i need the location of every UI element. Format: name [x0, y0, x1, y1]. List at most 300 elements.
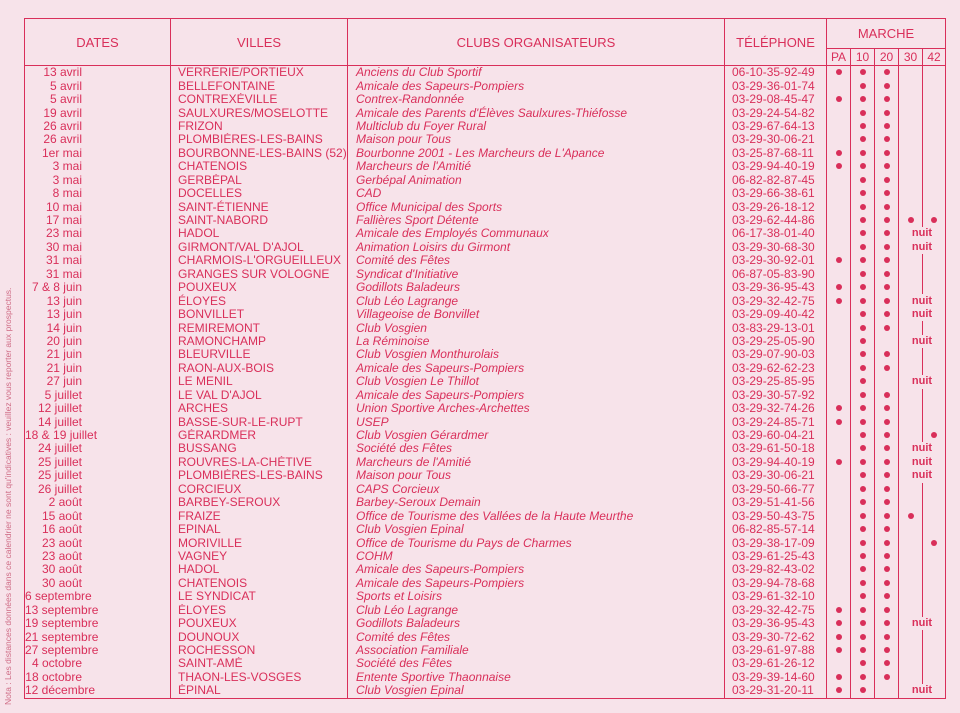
distance-cell-20	[875, 321, 899, 334]
distance-cell-pa	[827, 483, 851, 496]
mark-dot-icon	[884, 526, 890, 532]
row-club: Amicale des Sapeurs-Pompiers	[348, 577, 725, 590]
mark-dot-icon	[860, 432, 866, 438]
mark-dot-icon	[860, 580, 866, 586]
distance-cell-pa	[827, 254, 851, 267]
row-club: Association Familiale	[348, 644, 725, 657]
distance-cell-10	[851, 241, 875, 254]
distance-cell-pa	[827, 604, 851, 617]
row-telephone: 03-29-30-06-21	[725, 469, 827, 482]
row-date: 23 août	[25, 536, 171, 549]
distance-cell-10	[851, 335, 875, 348]
distance-cell-10	[851, 657, 875, 670]
row-telephone: 03-29-82-43-02	[725, 563, 827, 576]
distance-cell-10	[851, 604, 875, 617]
mark-dot-icon	[884, 593, 890, 599]
distance-cell-10	[851, 644, 875, 657]
row-telephone: 03-29-94-40-19	[725, 456, 827, 469]
distance-cell-pa	[827, 174, 851, 187]
distance-cell-30	[899, 281, 923, 294]
row-telephone: 03-29-36-95-43	[725, 281, 827, 294]
distance-cell-pa	[827, 469, 851, 482]
distance-cell-20	[875, 174, 899, 187]
row-telephone: 06-87-05-83-90	[725, 268, 827, 281]
distance-cell-42	[923, 321, 946, 334]
distance-cell-10	[851, 294, 875, 307]
distance-cell-pa	[827, 577, 851, 590]
table-row	[25, 523, 946, 536]
row-telephone: 03-29-32-42-75	[725, 294, 827, 307]
mark-dot-icon	[884, 351, 890, 357]
mark-dot-icon	[860, 674, 866, 680]
distance-cell-30	[899, 321, 923, 334]
distance-cell-pa	[827, 456, 851, 469]
row-telephone: 03-29-67-64-13	[725, 120, 827, 133]
mark-dot-icon	[884, 123, 890, 129]
mark-dot-icon	[860, 257, 866, 263]
table-row	[25, 389, 946, 402]
row-club: Bourbonne 2001 - Les Marcheurs de L'Apance	[348, 147, 725, 160]
distance-cell-pa	[827, 308, 851, 321]
header-dates: DATES	[25, 19, 171, 66]
mark-dot-icon	[884, 325, 890, 331]
row-date: 12 juillet	[25, 402, 171, 415]
mark-dot-icon	[836, 459, 842, 465]
mark-dot-icon	[860, 687, 866, 693]
row-date: 30 août	[25, 577, 171, 590]
row-club: Amicale des Sapeurs-Pompiers	[348, 79, 725, 92]
distance-cell-10	[851, 227, 875, 240]
row-club: Office Municipal des Sports	[348, 200, 725, 213]
header-telephone: TÉLÉPHONE	[725, 19, 827, 66]
row-club: Amicale des Sapeurs-Pompiers	[348, 563, 725, 576]
row-ville: PLOMBIÈRES-LES-BAINS	[171, 469, 348, 482]
row-telephone: 03-29-61-50-18	[725, 442, 827, 455]
header-clubs: CLUBS ORGANISATEURS	[348, 19, 725, 66]
mark-dot-icon	[860, 150, 866, 156]
row-date: 31 mai	[25, 268, 171, 281]
nuit-label: nuit	[899, 241, 946, 254]
distance-cell-pa	[827, 281, 851, 294]
mark-dot-icon	[884, 83, 890, 89]
distance-cell-42	[923, 657, 946, 670]
distance-cell-30	[899, 348, 923, 361]
row-club: Fallières Sport Détente	[348, 214, 725, 227]
row-club: CAD	[348, 187, 725, 200]
distance-cell-30	[899, 106, 923, 119]
row-club: Club Vosgien Le Thillot	[348, 375, 725, 388]
row-club: USEP	[348, 415, 725, 428]
mark-dot-icon	[884, 419, 890, 425]
row-club: Animation Loisirs du Girmont	[348, 241, 725, 254]
row-ville: CHATENOIS	[171, 160, 348, 173]
mark-dot-icon	[884, 486, 890, 492]
row-ville: ROUVRES-LA-CHÉTIVE	[171, 456, 348, 469]
mark-dot-icon	[860, 499, 866, 505]
mark-dot-icon	[860, 177, 866, 183]
mark-dot-icon	[884, 432, 890, 438]
row-telephone: 03-29-30-68-30	[725, 241, 827, 254]
distance-cell-42	[923, 281, 946, 294]
row-ville: FRIZON	[171, 120, 348, 133]
row-date: 7 & 8 juin	[25, 281, 171, 294]
row-telephone: 03-29-61-97-88	[725, 644, 827, 657]
nuit-label: nuit	[899, 375, 946, 388]
mark-dot-icon	[836, 284, 842, 290]
row-club: CAPS Corcieux	[348, 483, 725, 496]
row-club: Villageoise de Bonvillet	[348, 308, 725, 321]
row-club: Club Vosgien Monthurolais	[348, 348, 725, 361]
row-telephone: 03-29-30-57-92	[725, 389, 827, 402]
row-ville: CHATENOIS	[171, 577, 348, 590]
mark-dot-icon	[884, 647, 890, 653]
row-telephone: 03-29-39-14-60	[725, 671, 827, 684]
distance-cell-30	[899, 93, 923, 106]
mark-dot-icon	[860, 486, 866, 492]
distance-cell-30	[899, 362, 923, 375]
distance-cell-42	[923, 604, 946, 617]
mark-dot-icon	[884, 163, 890, 169]
distance-cell-pa	[827, 187, 851, 200]
row-date: 23 août	[25, 550, 171, 563]
row-date: 2 août	[25, 496, 171, 509]
distance-cell-42	[923, 133, 946, 146]
row-date: 5 avril	[25, 93, 171, 106]
distance-cell-10	[851, 133, 875, 146]
table-row	[25, 133, 946, 146]
row-date: 24 juillet	[25, 442, 171, 455]
mark-dot-icon	[860, 163, 866, 169]
distance-cell-10	[851, 308, 875, 321]
mark-dot-icon	[860, 526, 866, 532]
row-ville: SAINT-AMÉ	[171, 657, 348, 670]
mark-dot-icon	[860, 217, 866, 223]
distance-cell-20	[875, 496, 899, 509]
distance-cell-pa	[827, 375, 851, 388]
mark-dot-icon	[836, 620, 842, 626]
row-ville: EPINAL	[171, 523, 348, 536]
distance-cell-pa	[827, 133, 851, 146]
nuit-label: nuit	[899, 308, 946, 321]
header-distance-10: 10	[851, 49, 875, 66]
distance-cell-20	[875, 281, 899, 294]
table-row	[25, 657, 946, 670]
table-row	[25, 630, 946, 643]
distance-cell-42	[923, 147, 946, 160]
row-telephone: 03-29-30-92-01	[725, 254, 827, 267]
row-telephone: 06-82-85-57-14	[725, 523, 827, 536]
distance-cell-42	[923, 644, 946, 657]
row-ville: POUXEUX	[171, 617, 348, 630]
row-date: 10 mai	[25, 200, 171, 213]
distance-cell-42	[923, 348, 946, 361]
distance-cell-30	[899, 200, 923, 213]
mark-dot-icon	[884, 620, 890, 626]
distance-cell-10	[851, 509, 875, 522]
row-ville: DOCELLES	[171, 187, 348, 200]
row-ville: GÉRARDMER	[171, 429, 348, 442]
distance-cell-pa	[827, 106, 851, 119]
mark-dot-icon	[884, 150, 890, 156]
mark-dot-icon	[884, 392, 890, 398]
distance-cell-20	[875, 348, 899, 361]
row-ville: PLOMBIÈRES-LES-BAINS	[171, 133, 348, 146]
table-row	[25, 415, 946, 428]
distance-cell-pa	[827, 536, 851, 549]
row-date: 14 juillet	[25, 415, 171, 428]
distance-cell-20	[875, 147, 899, 160]
mark-dot-icon	[860, 271, 866, 277]
distance-cell-pa	[827, 147, 851, 160]
distance-cell-pa	[827, 200, 851, 213]
distance-cell-pa	[827, 523, 851, 536]
mark-dot-icon	[884, 257, 890, 263]
row-telephone: 03-29-94-40-19	[725, 160, 827, 173]
row-telephone: 03-29-61-26-12	[725, 657, 827, 670]
distance-cell-10	[851, 671, 875, 684]
distance-cell-30	[899, 483, 923, 496]
mark-dot-icon	[884, 271, 890, 277]
distance-cell-10	[851, 630, 875, 643]
table-row	[25, 563, 946, 576]
distance-cell-42	[923, 563, 946, 576]
mark-dot-icon	[836, 419, 842, 425]
distance-cell-30	[899, 509, 923, 522]
table-row	[25, 268, 946, 281]
distance-cell-10	[851, 281, 875, 294]
row-club: Comité des Fêtes	[348, 630, 725, 643]
distance-cell-pa	[827, 294, 851, 307]
mark-dot-icon	[860, 311, 866, 317]
mark-dot-icon	[860, 472, 866, 478]
table-row	[25, 254, 946, 267]
distance-cell-30	[899, 147, 923, 160]
mark-dot-icon	[860, 298, 866, 304]
mark-dot-icon	[836, 405, 842, 411]
row-club: Marcheurs de l'Amitié	[348, 160, 725, 173]
distance-cell-30	[899, 657, 923, 670]
table-row	[25, 241, 946, 254]
distance-cell-30	[899, 429, 923, 442]
row-ville: CORCIEUX	[171, 483, 348, 496]
distance-cell-10	[851, 415, 875, 428]
mark-dot-icon	[884, 674, 890, 680]
row-telephone: 03-29-62-62-23	[725, 362, 827, 375]
row-club: Union Sportive Arches-Archettes	[348, 402, 725, 415]
distance-cell-20	[875, 93, 899, 106]
distance-cell-42	[923, 214, 946, 227]
row-date: 8 mai	[25, 187, 171, 200]
mark-dot-icon	[884, 540, 890, 546]
distance-cell-20	[875, 415, 899, 428]
distance-cell-20	[875, 536, 899, 549]
row-club: Gerbépal Animation	[348, 174, 725, 187]
row-date: 27 juin	[25, 375, 171, 388]
mark-dot-icon	[884, 607, 890, 613]
row-ville: BONVILLET	[171, 308, 348, 321]
distance-cell-20	[875, 389, 899, 402]
mark-dot-icon	[908, 217, 914, 223]
table-row	[25, 120, 946, 133]
mark-dot-icon	[836, 674, 842, 680]
table-row	[25, 402, 946, 415]
mark-dot-icon	[884, 459, 890, 465]
distance-cell-10	[851, 577, 875, 590]
mark-dot-icon	[860, 351, 866, 357]
row-telephone: 03-29-24-85-71	[725, 415, 827, 428]
row-ville: GERBÉPAL	[171, 174, 348, 187]
row-telephone: 03-29-25-05-90	[725, 335, 827, 348]
row-ville: BUSSANG	[171, 442, 348, 455]
mark-dot-icon	[836, 634, 842, 640]
row-ville: DOUNOUX	[171, 630, 348, 643]
row-date: 30 mai	[25, 241, 171, 254]
mark-dot-icon	[884, 513, 890, 519]
distance-cell-20	[875, 523, 899, 536]
row-date: 25 juillet	[25, 469, 171, 482]
distance-cell-30	[899, 671, 923, 684]
distance-cell-10	[851, 66, 875, 80]
row-telephone: 06-17-38-01-40	[725, 227, 827, 240]
row-telephone: 03-29-30-72-62	[725, 630, 827, 643]
distance-cell-pa	[827, 442, 851, 455]
distance-cell-42	[923, 79, 946, 92]
mark-dot-icon	[836, 687, 842, 693]
row-date: 16 août	[25, 523, 171, 536]
mark-dot-icon	[884, 110, 890, 116]
distance-cell-30	[899, 496, 923, 509]
mark-dot-icon	[884, 365, 890, 371]
row-telephone: 03-29-32-74-26	[725, 402, 827, 415]
row-telephone: 03-29-61-25-43	[725, 550, 827, 563]
distance-cell-20	[875, 187, 899, 200]
distance-cell-42	[923, 200, 946, 213]
table-row	[25, 550, 946, 563]
row-club: Syndicat d'Initiative	[348, 268, 725, 281]
row-ville: LE SYNDICAT	[171, 590, 348, 603]
mark-dot-icon	[931, 540, 937, 546]
row-ville: SAINT-ÉTIENNE	[171, 200, 348, 213]
distance-cell-10	[851, 684, 875, 698]
distance-cell-30	[899, 389, 923, 402]
row-telephone: 03-29-07-90-03	[725, 348, 827, 361]
row-ville: BLEURVILLE	[171, 348, 348, 361]
row-telephone: 03-29-50-43-75	[725, 509, 827, 522]
mark-dot-icon	[884, 69, 890, 75]
distance-cell-20	[875, 469, 899, 482]
row-telephone: 03-29-32-42-75	[725, 604, 827, 617]
table-row	[25, 187, 946, 200]
distance-cell-pa	[827, 93, 851, 106]
distance-cell-pa	[827, 214, 851, 227]
row-club: Office de Tourisme des Vallées de la Haute Meurthe	[348, 509, 725, 522]
mark-dot-icon	[884, 298, 890, 304]
distance-cell-30	[899, 133, 923, 146]
mark-dot-icon	[884, 634, 890, 640]
distance-cell-pa	[827, 684, 851, 698]
row-ville: POUXEUX	[171, 281, 348, 294]
nuit-label: nuit	[899, 227, 946, 240]
table-row	[25, 106, 946, 119]
distance-cell-10	[851, 174, 875, 187]
row-club: La Réminoise	[348, 335, 725, 348]
distance-cell-10	[851, 348, 875, 361]
row-ville: REMIREMONT	[171, 321, 348, 334]
distance-cell-42	[923, 174, 946, 187]
mark-dot-icon	[884, 96, 890, 102]
mark-dot-icon	[884, 190, 890, 196]
row-date: 5 juillet	[25, 389, 171, 402]
table-row	[25, 509, 946, 522]
table-row	[25, 577, 946, 590]
distance-cell-42	[923, 66, 946, 80]
distance-cell-42	[923, 577, 946, 590]
row-date: 1er mai	[25, 147, 171, 160]
distance-cell-42	[923, 402, 946, 415]
row-telephone: 06-82-82-87-45	[725, 174, 827, 187]
distance-cell-pa	[827, 415, 851, 428]
calendar-table	[24, 18, 946, 699]
distance-cell-20	[875, 308, 899, 321]
row-ville: VERRERIE/PORTIEUX	[171, 66, 348, 80]
row-club: Société des Fêtes	[348, 442, 725, 455]
table-row	[25, 79, 946, 92]
row-club: Entente Sportive Thaonnaise	[348, 671, 725, 684]
nuit-label: nuit	[899, 617, 946, 630]
distance-cell-20	[875, 590, 899, 603]
distance-cell-42	[923, 120, 946, 133]
row-ville: RAMONCHAMP	[171, 335, 348, 348]
mark-dot-icon	[860, 566, 866, 572]
distance-cell-20	[875, 577, 899, 590]
row-club: Club Léo Lagrange	[348, 294, 725, 307]
table-row	[25, 496, 946, 509]
row-club: Amicale des Sapeurs-Pompiers	[348, 389, 725, 402]
distance-cell-pa	[827, 563, 851, 576]
row-date: 15 août	[25, 509, 171, 522]
row-ville: CONTREXÉVILLE	[171, 93, 348, 106]
distance-cell-42	[923, 536, 946, 549]
mark-dot-icon	[836, 298, 842, 304]
mark-dot-icon	[884, 311, 890, 317]
mark-dot-icon	[860, 392, 866, 398]
distance-cell-30	[899, 66, 923, 80]
row-ville: THAON-LES-VOSGES	[171, 671, 348, 684]
mark-dot-icon	[836, 257, 842, 263]
row-ville: SAINT-NABORD	[171, 214, 348, 227]
mark-dot-icon	[860, 69, 866, 75]
table-row	[25, 348, 946, 361]
mark-dot-icon	[860, 325, 866, 331]
distance-cell-20	[875, 66, 899, 80]
distance-cell-30	[899, 254, 923, 267]
row-club: Barbey-Seroux Demain	[348, 496, 725, 509]
mark-dot-icon	[884, 405, 890, 411]
distance-cell-20	[875, 657, 899, 670]
table-row	[25, 483, 946, 496]
mark-dot-icon	[908, 513, 914, 519]
mark-dot-icon	[860, 378, 866, 384]
row-date: 27 septembre	[25, 644, 171, 657]
distance-cell-20	[875, 604, 899, 617]
distance-cell-10	[851, 402, 875, 415]
distance-cell-pa	[827, 66, 851, 80]
distance-cell-10	[851, 187, 875, 200]
distance-cell-42	[923, 496, 946, 509]
row-club: Godillots Baladeurs	[348, 617, 725, 630]
row-club: Office de Tourisme du Pays de Charmes	[348, 536, 725, 549]
row-club: Sports et Loisirs	[348, 590, 725, 603]
